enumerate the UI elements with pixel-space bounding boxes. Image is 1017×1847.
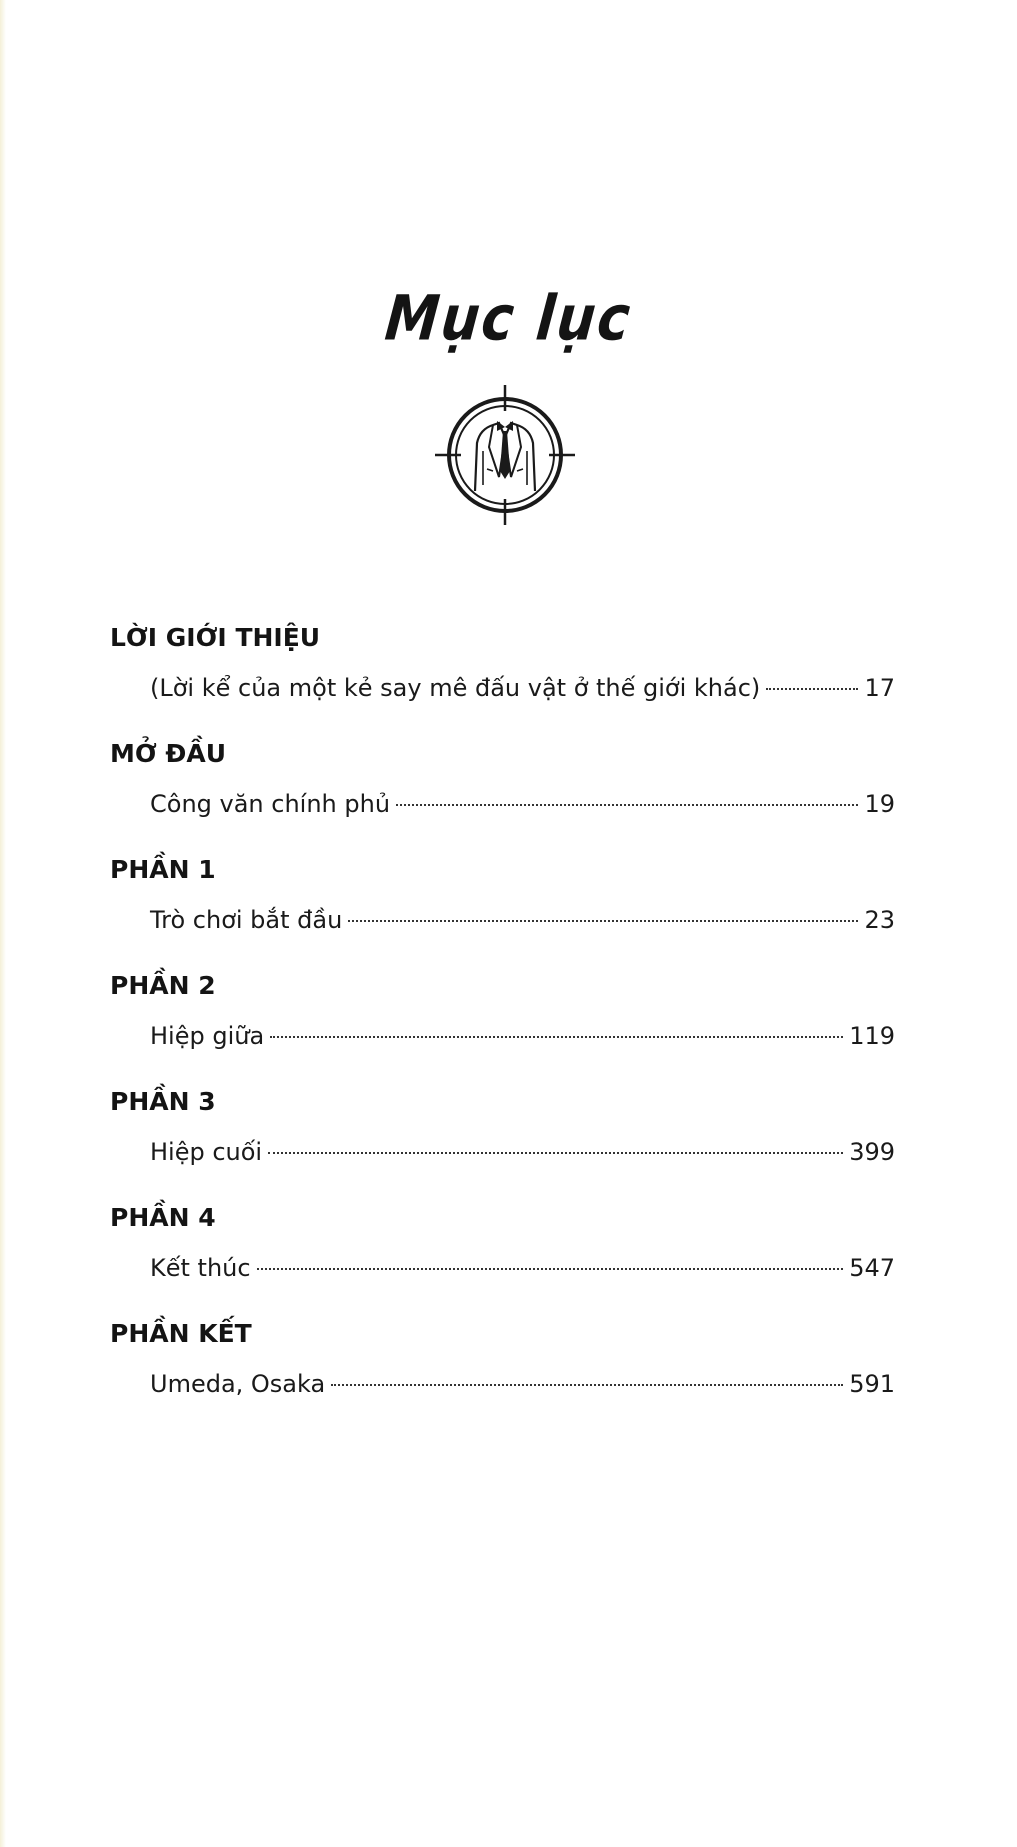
dot-leader	[348, 920, 858, 922]
entry-title: Kết thúc	[150, 1254, 251, 1282]
toc-section	[110, 970, 895, 1086]
entry-page-number: 17	[864, 674, 895, 702]
entry-title: Hiệp giữa	[150, 1022, 265, 1050]
entry-title: (Lời kể của một kẻ say mê đấu vật ở thế giới khác)	[150, 674, 761, 702]
entry-page-number: 399	[849, 1138, 895, 1166]
toc-section	[110, 854, 895, 970]
toc-section	[110, 1318, 895, 1434]
dot-leader	[396, 804, 858, 806]
section-heading: PHẦN 4	[110, 1203, 216, 1232]
dot-leader	[270, 1036, 843, 1038]
section-heading: PHẦN 1	[110, 855, 216, 884]
entry-page-number: 19	[864, 790, 895, 818]
section-heading: LỜI GIỚI THIỆU	[110, 623, 321, 652]
toc-entry[interactable]	[150, 788, 895, 820]
dot-leader	[268, 1152, 843, 1154]
section-heading: PHẦN KẾT	[110, 1319, 252, 1348]
entry-title: Công văn chính phủ	[150, 790, 391, 818]
entry-title: Hiệp cuối	[150, 1138, 263, 1166]
toc-entry[interactable]	[150, 904, 895, 936]
toc-section	[110, 622, 895, 738]
toc-entry[interactable]	[150, 1020, 895, 1052]
dot-leader	[257, 1268, 844, 1270]
toc-section	[110, 738, 895, 854]
section-heading: PHẦN 3	[110, 1087, 216, 1116]
page-edge	[0, 0, 6, 1847]
dot-leader	[766, 688, 858, 690]
section-heading: MỞ ĐẦU	[110, 739, 227, 768]
dot-leader	[331, 1384, 843, 1386]
toc-entry[interactable]	[150, 1252, 895, 1284]
entry-title: Umeda, Osaka	[150, 1370, 326, 1398]
entry-page-number: 547	[849, 1254, 895, 1282]
toc-entry[interactable]	[150, 1368, 895, 1400]
toc-section	[110, 1202, 895, 1318]
table-of-contents	[110, 622, 895, 1434]
entry-page-number: 119	[849, 1022, 895, 1050]
section-heading: PHẦN 2	[110, 971, 216, 1000]
entry-page-number: 23	[864, 906, 895, 934]
suit-crosshair-icon	[435, 385, 575, 525]
entry-title: Trò chơi bắt đầu	[150, 906, 343, 934]
page-title: Mục lục	[382, 282, 635, 355]
toc-entry[interactable]	[150, 1136, 895, 1168]
entry-page-number: 591	[849, 1370, 895, 1398]
toc-entry[interactable]	[150, 672, 895, 704]
toc-section	[110, 1086, 895, 1202]
